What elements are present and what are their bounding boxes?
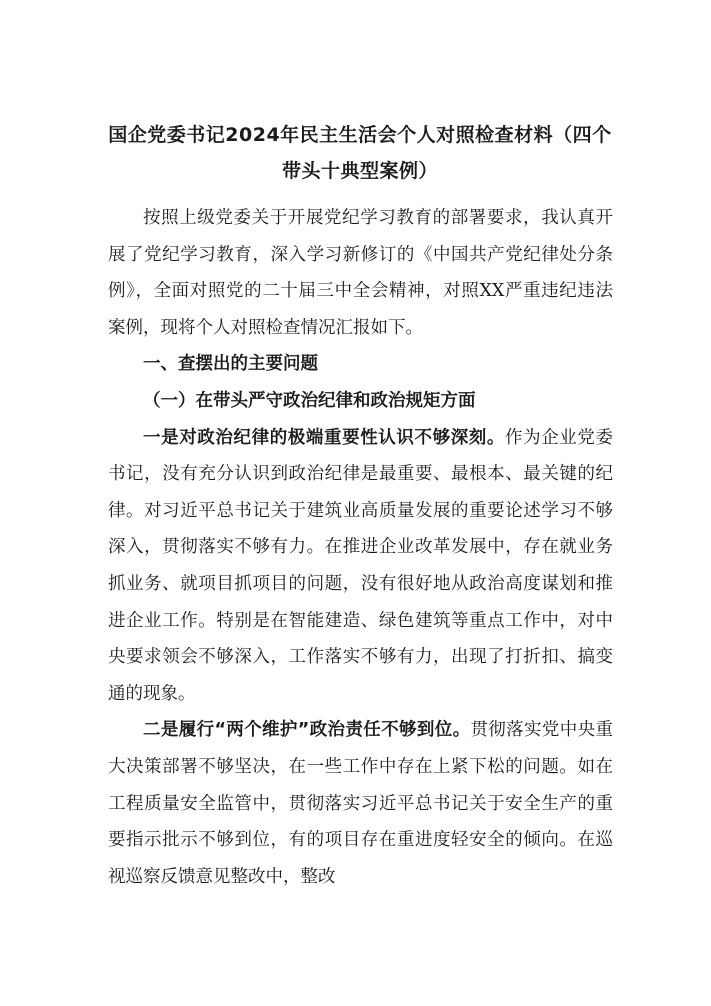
subsection-heading: （一）在带头严守政治纪律和政治规矩方面 [143, 390, 476, 411]
section-heading: 一、查摆出的主要问题 [143, 354, 318, 375]
item-text: 贯彻落实党中央重大决策部署不够坚决，在一些工作中存在上紧下松的问题。如在工程质量安全监管中，贯彻落实习近平总书记关于安全生产的重要指示批示不够到位，有的项目存在重进度轻安全的倾向。在巡视巡察反馈意见整改中，整改 [108, 720, 613, 887]
document-title: 国企党委书记2024年民主生活会个人对照检查材料（四个带头十典型案例） [108, 124, 612, 182]
document-body [108, 200, 613, 895]
intro-paragraph: 按照上级党委关于开展党纪学习教育的部署要求，我认真开展了党纪学习教育，深入学习新修订的《中国共产党纪律处分条例》，全面对照党的二十届三中全会精神，对照XX严重违纪违法案例，现将个人对照检查情况汇报如下。 [108, 208, 613, 338]
item-text: 作为企业党委书记，没有充分认识到政治纪律是最重要、最根本、最关键的纪律。对习近平总书记关于建筑业高质量发展的重要论述学习不够深入，贯彻落实不够有力。在推进企业改革发展中，存在就业务抓业务、就项目抓项目的问题，没有很好地从政治高度谋划和推进企业工作。特别是在智能建造、绿色建筑等重点工作中，对中央要求领会不够深入，工作落实不够有力，出现了打折扣、搞变通的现象。 [108, 427, 613, 704]
item-lead-in: 一是对政治纪律的极端重要性认识不够深刻。 [143, 427, 505, 448]
item-paragraph [108, 712, 613, 895]
item-paragraph [108, 420, 613, 713]
item-lead-in: 二是履行“两个维护”政治责任不够到位。 [143, 720, 471, 741]
